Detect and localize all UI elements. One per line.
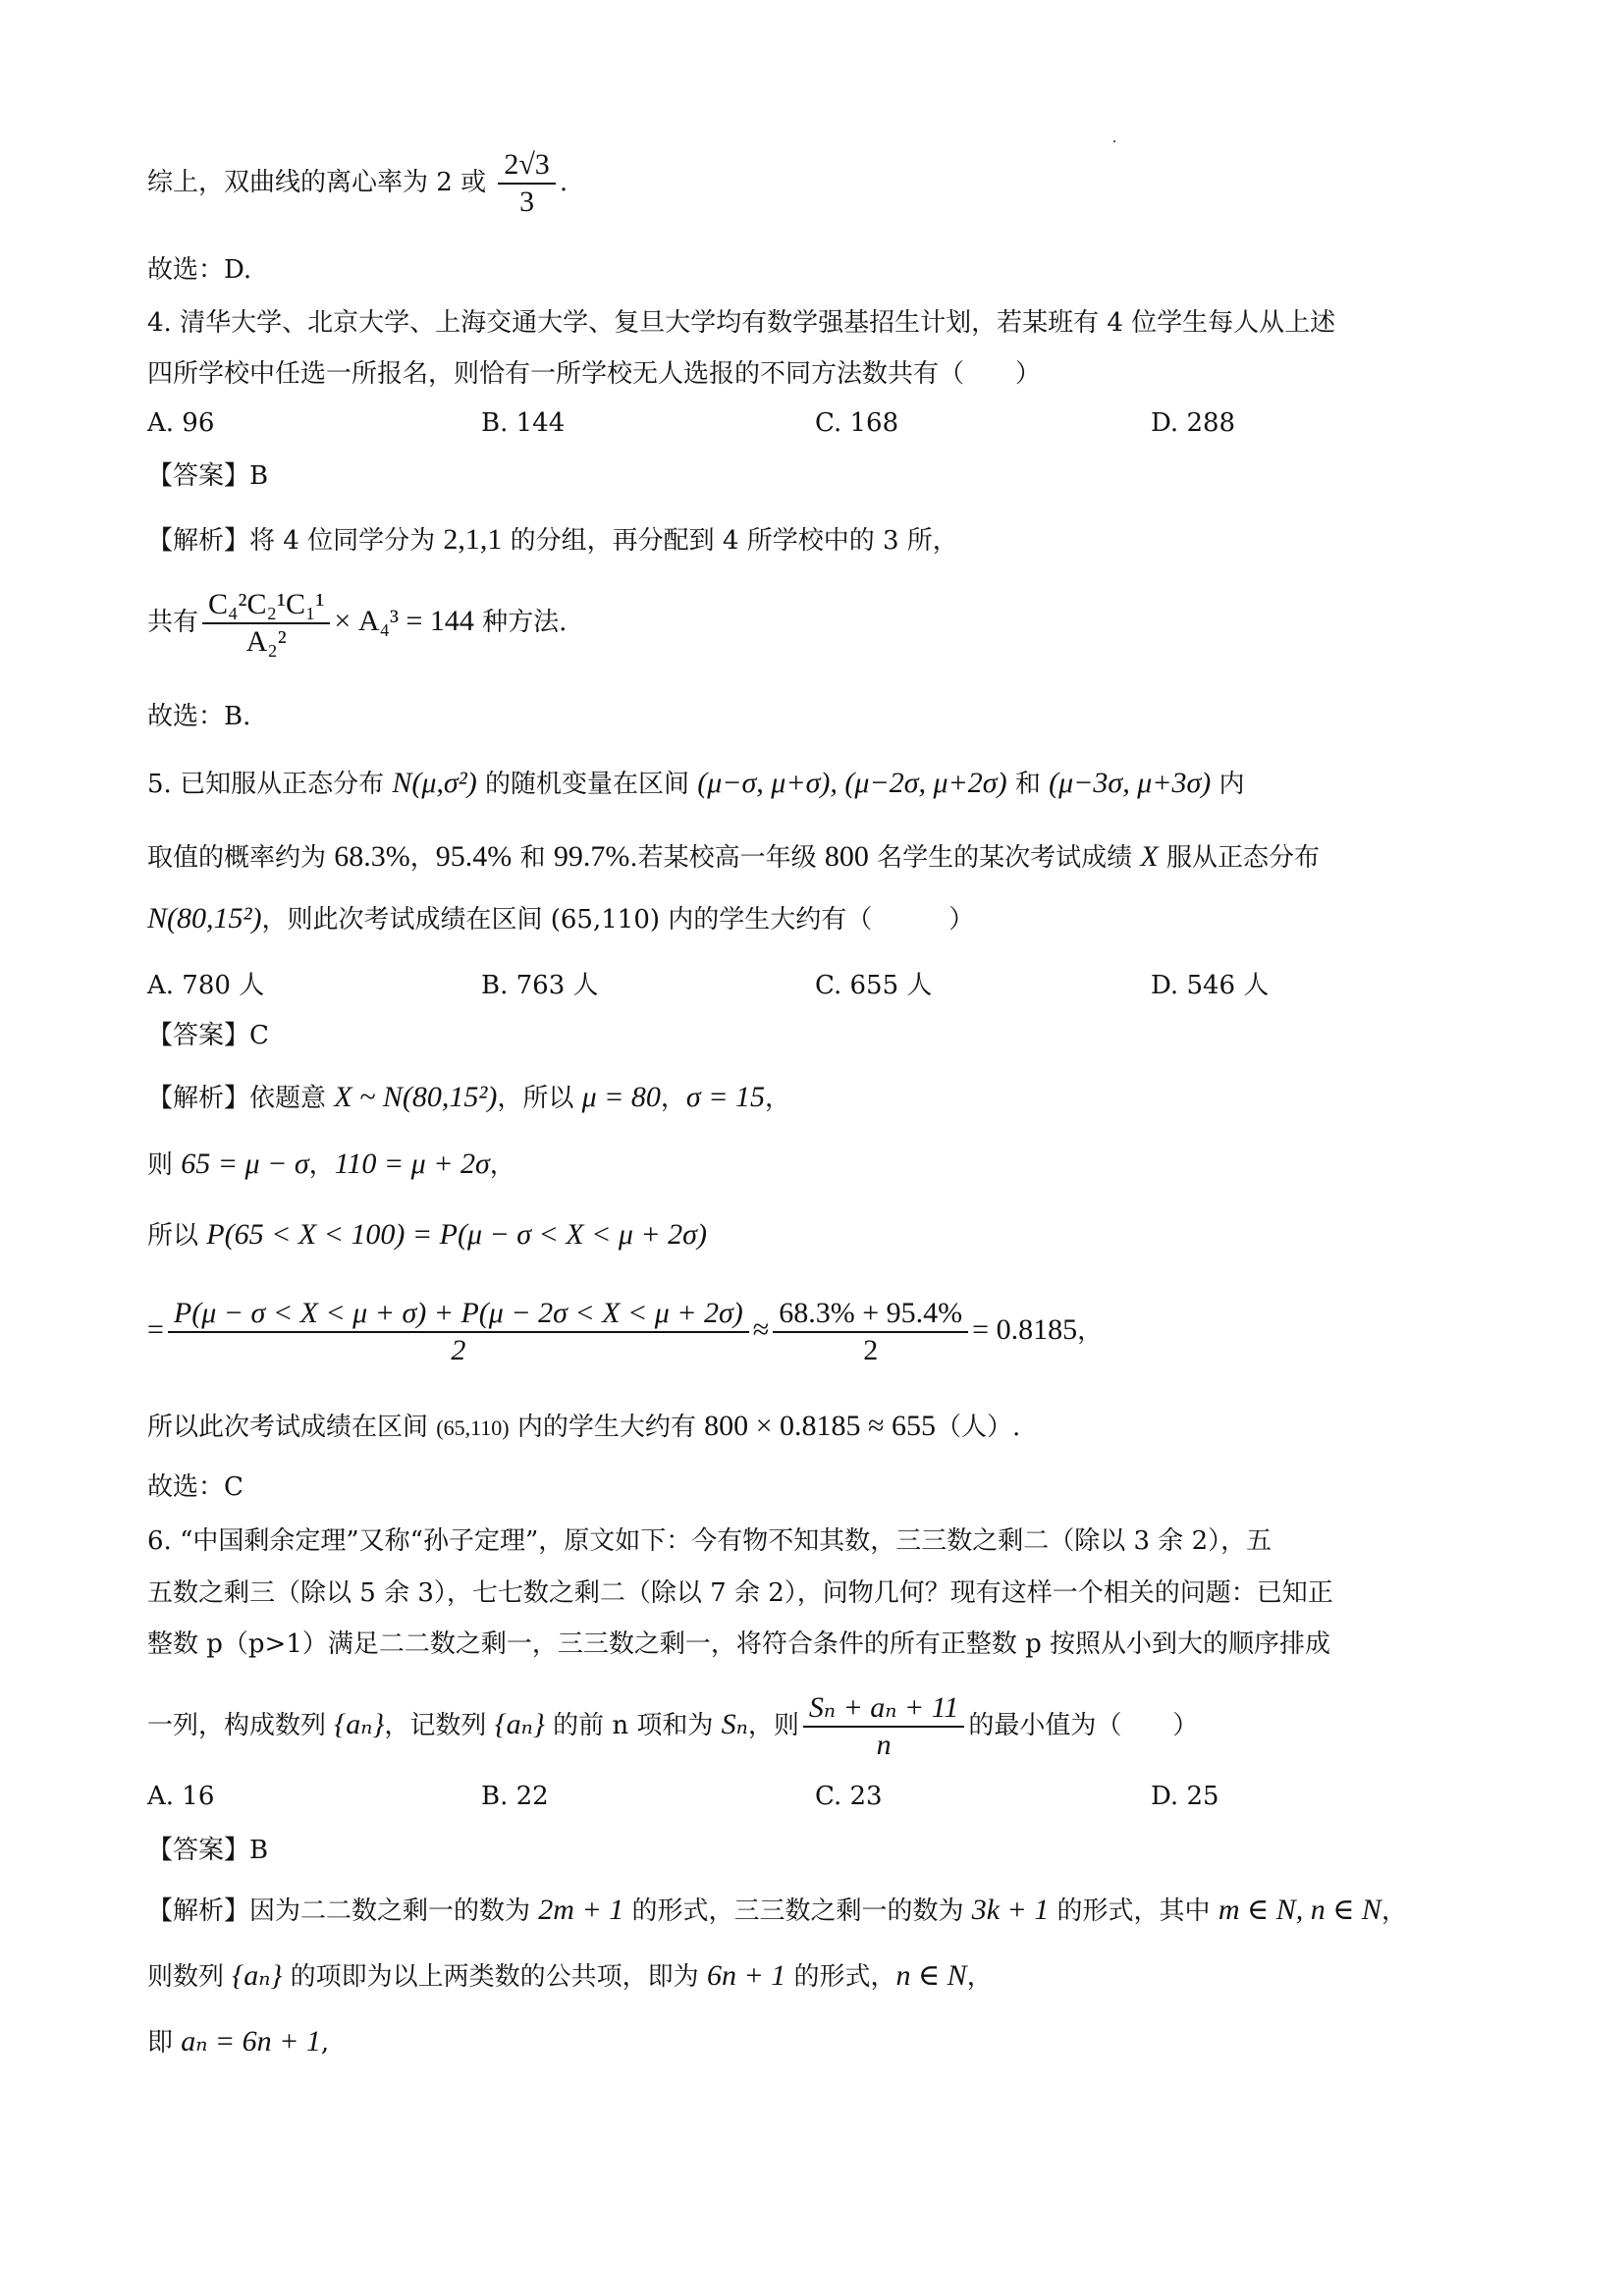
- q5-prob-2: 95.4%: [435, 840, 513, 873]
- q5-option-b: B. 763 人: [481, 971, 599, 1000]
- q5-analysis-text: ，: [489, 1150, 515, 1180]
- q3-choice: 故选：D.: [147, 255, 252, 285]
- q3-eccentricity-fraction: [498, 147, 555, 220]
- q5-result: = 0.8185: [972, 1313, 1078, 1346]
- q4-analysis-text-a: 将 4 位同学分为: [249, 526, 444, 556]
- q6-option-c: C. 23: [815, 1782, 883, 1811]
- q5-frac2-numerator: 68.3% + 95.4%: [773, 1296, 968, 1333]
- q5-option-d: D. 546 人: [1151, 971, 1270, 1000]
- q5-stem-text: ，: [409, 843, 436, 873]
- q5-equals: =: [147, 1313, 164, 1346]
- q6-form-2m1: 2m + 1: [538, 1894, 624, 1926]
- q5-prob-3: 99.7%: [553, 840, 630, 873]
- q5-stem-text: ，则此次考试成绩在区间 (65,110) 内的学生大约有（ ）: [261, 905, 975, 934]
- q5-stem-text: 和: [512, 843, 554, 873]
- q6-stem-line4: [147, 1690, 1198, 1763]
- q6-general-term: aₙ = 6n + 1: [181, 2025, 321, 2057]
- q5-analysis-line1: [147, 1080, 790, 1115]
- q5-student-count: 800: [824, 840, 869, 873]
- q5-analysis-text: 依题意: [249, 1084, 335, 1113]
- q5-analysis-label: 【解析】: [147, 1084, 250, 1113]
- q6-stem-text: ，则: [747, 1711, 799, 1740]
- q5-analysis-text: 所以: [147, 1221, 207, 1251]
- q5-stem-text: 取值的概率约为: [147, 843, 335, 873]
- q5-stem-text: 内: [1211, 770, 1245, 799]
- q4-stem-line2: 四所学校中任选一所报名，则恰有一所学校无人选报的不同方法数共有（ ）: [147, 359, 1042, 389]
- q5-choice: 故选：C: [147, 1472, 244, 1502]
- q5-approx: ≈: [752, 1313, 770, 1346]
- q4-frac-denominator: A₂²: [245, 625, 287, 658]
- q6-analysis-label: 【解析】: [147, 1896, 250, 1926]
- q3-frac-numerator: 2√3: [498, 147, 555, 185]
- q6-sequence: {aₙ}: [334, 1708, 385, 1740]
- q6-analysis-text: 的形式，: [785, 1962, 896, 1992]
- q4-analysis-line2: [147, 587, 567, 660]
- q5-interval-1-2: (μ−σ, μ+σ), (μ−2σ, μ+2σ): [697, 767, 1007, 799]
- q5-sigma-value: σ = 15: [685, 1081, 765, 1113]
- q6-frac-denominator: n: [876, 1729, 892, 1761]
- q5-frac-numerator: P(μ − σ < X < μ + σ) + P(μ − 2σ < X < μ + 2σ): [168, 1296, 749, 1333]
- q5-analysis-text: ，: [660, 1084, 686, 1113]
- q5-option-a: A. 780 人: [147, 971, 265, 1000]
- q6-analysis-line2: [147, 1958, 993, 1994]
- q5-stem-text: 名学生的某次考试成绩: [868, 843, 1141, 873]
- q6-option-d: D. 25: [1151, 1782, 1219, 1811]
- q6-stem-line3: 整数 p（p>1）满足二二数之剩一，三三数之剩一，将符合条件的所有正整数 p 按照从小到大的顺序排成: [147, 1629, 1331, 1659]
- q3-summary-line: 综上，双曲线的离心率为 2 或 $\frac{2√3}{3}$ .: [147, 148, 568, 218]
- q5-eq-110: 110 = μ + 2σ: [334, 1148, 490, 1180]
- q4-option-b: B. 144: [481, 408, 566, 438]
- q5-stem-text: 的随机变量在区间: [476, 770, 698, 799]
- q3-frac-denominator: 3: [519, 186, 535, 218]
- q5-variable-x: X: [1140, 840, 1159, 873]
- q6-stem-text: 的最小值为（ ）: [968, 1711, 1199, 1740]
- q6-form-6n1: 6n + 1: [706, 1959, 786, 1992]
- q5-prob-1: 68.3%: [334, 840, 410, 873]
- q5-estimate: 800 × 0.8185 ≈ 655: [704, 1410, 937, 1442]
- q5-value-fraction: [773, 1296, 968, 1368]
- q5-distribution-expr: X ~ N(80,15²): [334, 1081, 498, 1113]
- q6-sum: Sₙ: [721, 1708, 748, 1740]
- q6-target-fraction: [803, 1690, 965, 1763]
- q4-analysis-label: 【解析】: [147, 526, 250, 556]
- q6-stem-text: ，记数列: [384, 1711, 495, 1740]
- q5-analysis-text: ，: [1077, 1316, 1104, 1346]
- q6-analysis-line1: [147, 1893, 1407, 1928]
- q6-analysis-text: 即: [147, 2028, 182, 2057]
- q5-interval: (65,110): [436, 1415, 510, 1440]
- q5-stem-line2: [147, 839, 1320, 875]
- q6-stem-text: 的前 n 项和为: [544, 1711, 722, 1740]
- q5-analysis-text: ，: [308, 1150, 335, 1180]
- q5-option-c: C. 655 人: [815, 971, 933, 1000]
- q4-combination-fraction: [202, 587, 330, 660]
- q5-stem-text: .若某校高一年级: [629, 843, 825, 873]
- q4-analysis-line1: [147, 522, 958, 558]
- q6-option-b: B. 22: [481, 1782, 549, 1811]
- q4-answer: 【答案】B: [147, 461, 269, 491]
- q4-analysis-text-c: 的分组，再分配到 4 所学校中的 3 所，: [502, 526, 958, 556]
- q5-probability-eq: P(65 < X < 100) = P(μ − σ < X < μ + 2σ): [206, 1218, 707, 1251]
- q4-option-d: D. 288: [1151, 408, 1236, 438]
- q6-frac-numerator: Sₙ + aₙ + 11: [803, 1690, 965, 1728]
- q5-mu-value: μ = 80: [581, 1081, 661, 1113]
- q4-choice: 故选：B.: [147, 702, 251, 731]
- q5-interval-3: (μ−3σ, μ+3σ): [1049, 767, 1212, 799]
- q5-stem-line1: [147, 766, 1245, 801]
- q5-analysis-line4: [147, 1296, 1103, 1368]
- q3-summary-text: 综上，双曲线的离心率为 2 或: [147, 168, 487, 197]
- q5-analysis-line2: [147, 1147, 515, 1182]
- q5-normal-dist: N(μ,σ²): [392, 767, 477, 799]
- q6-analysis-text: 的形式，其中: [1049, 1896, 1218, 1926]
- q6-stem-line1: 6. “中国剩余定理”又称“孙子定理”，原文如下：今有物不知其数，三三数之剩二（除以 3 余 2），五: [147, 1526, 1272, 1556]
- q5-eq-65: 65 = μ − σ: [181, 1148, 309, 1180]
- q6-domain: m ∈ N, n ∈ N: [1218, 1894, 1381, 1926]
- q5-analysis-text: ，: [764, 1084, 790, 1113]
- q5-frac2-denominator: 2: [863, 1334, 879, 1366]
- q5-analysis-text: ，所以: [497, 1084, 582, 1113]
- q5-stem-text: 服从正态分布: [1158, 843, 1320, 873]
- q5-analysis-line5: [147, 1409, 1020, 1444]
- q6-analysis-text: 的形式，三三数之剩一的数为: [623, 1896, 972, 1926]
- q5-distribution: N(80,15²): [147, 902, 262, 934]
- q4-product: × A₄³ = 144: [334, 605, 474, 637]
- q6-analysis-line3: [147, 2024, 329, 2059]
- q6-analysis-text: 因为二二数之剩一的数为: [249, 1896, 539, 1926]
- q5-analysis-line3: [147, 1217, 707, 1253]
- q6-analysis-text: ，: [966, 1962, 993, 1992]
- q6-sequence: {aₙ}: [232, 1959, 283, 1992]
- q5-stem-text: 和: [1006, 770, 1050, 799]
- q4-option-c: C. 168: [815, 408, 899, 438]
- q5-frac-denominator: 2: [451, 1334, 466, 1366]
- q5-answer: 【答案】C: [147, 1021, 269, 1050]
- q6-analysis-text: ，: [1380, 1896, 1407, 1926]
- page-speck: [1113, 140, 1115, 142]
- q6-form-3k1: 3k + 1: [971, 1894, 1050, 1926]
- q5-stem-text: 5. 已知服从正态分布: [147, 770, 393, 799]
- q4-stem-line1: 4. 清华大学、北京大学、上海交通大学、复旦大学均有数学强基招生计划，若某班有 4 位学生每人从上述: [147, 308, 1336, 338]
- q5-analysis-text: 所以此次考试成绩在区间: [147, 1413, 437, 1442]
- q5-prob-fraction: [168, 1296, 749, 1368]
- q6-stem-text: 一列，构成数列: [147, 1711, 335, 1740]
- q6-answer: 【答案】B: [147, 1836, 269, 1865]
- q6-analysis-text: ,: [320, 2028, 330, 2057]
- q4-gongyou: 共有: [147, 608, 199, 637]
- q5-analysis-text: 则: [147, 1150, 182, 1180]
- q6-analysis-text: 的项即为以上两类数的公共项，即为: [282, 1962, 707, 1992]
- q6-stem-line2: 五数之剩三（除以 5 余 3），七七数之剩二（除以 7 余 2），问物几何？现有这样一个相关的问题：已知正: [147, 1578, 1333, 1608]
- q5-analysis-text: 内的学生大约有: [509, 1413, 705, 1442]
- q4-frac-numerator: C₄²C₂¹C₁¹: [202, 587, 330, 624]
- q4-suffix: 种方法.: [473, 608, 568, 637]
- q5-stem-line3: [147, 901, 974, 936]
- q6-n-domain: n ∈ N: [895, 1959, 967, 1992]
- q6-sequence: {aₙ}: [494, 1708, 545, 1740]
- q4-grouping: 2,1,1: [443, 523, 503, 556]
- q4-option-a: A. 96: [147, 408, 215, 438]
- q6-option-a: A. 16: [147, 1782, 215, 1811]
- q6-analysis-text: 则数列: [147, 1962, 233, 1992]
- q5-analysis-text: （人）.: [936, 1413, 1021, 1442]
